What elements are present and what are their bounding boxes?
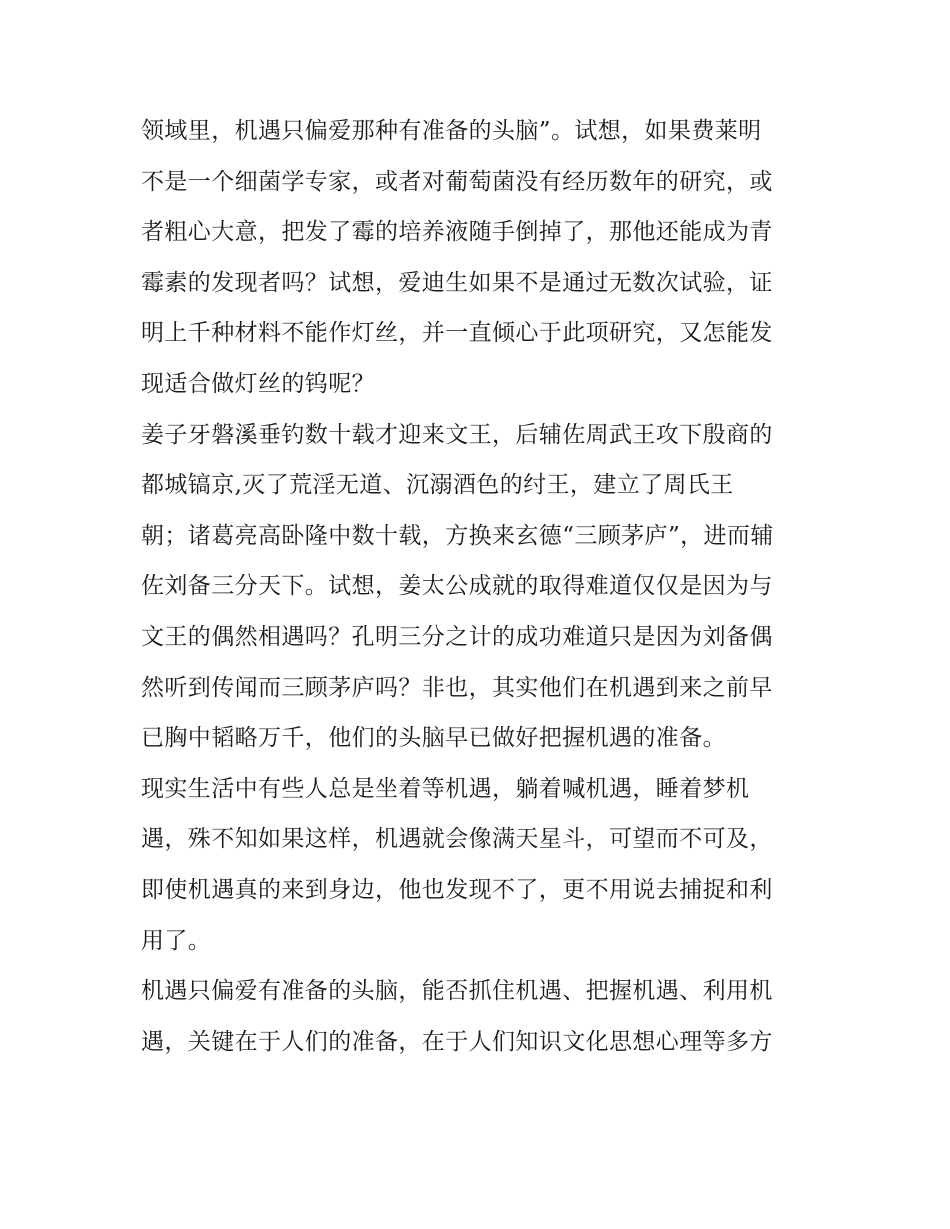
text-line: 不是一个细菌学专家，或者对葡萄菌没有经历数年的研究，或 — [141, 168, 773, 195]
text-line: 遇，殊不知如果这样，机遇就会像满天星斗，可望而不可及， — [141, 826, 773, 853]
text-line: 都城镐京,灭了荒淫无道、沉溺酒色的纣王，建立了周氏王 — [141, 472, 734, 499]
text-line: 遇，关键在于人们的准备，在于人们知识文化思想心理等多方 — [141, 1028, 773, 1055]
text-line: 文王的偶然相遇吗？孔明三分之计的成功难道只是因为刘备偶 — [141, 623, 773, 650]
text-line: 现实生活中有些人总是坐着等机遇，躺着喊机遇，睡着梦机 — [141, 775, 750, 802]
text-line: 用了。 — [141, 927, 212, 954]
text-line: 姜子牙磐溪垂钓数十载才迎来文王，后辅佐周武王攻下殷商的 — [141, 421, 773, 448]
text-line: 已胸中韬略万千，他们的头脑早已做好把握机遇的准备。 — [141, 725, 726, 752]
essay-text — [141, 106, 841, 1067]
text-line: 明上千种材料不能作灯丝，并一直倾心于此项研究，又怎能发 — [141, 320, 773, 347]
text-line: 即使机遇真的来到身边，他也发现不了，更不用说去捕捉和利 — [141, 876, 773, 903]
text-line: 者粗心大意，把发了霉的培养液随手倒掉了，那他还能成为青 — [141, 219, 773, 246]
text-line: 然听到传闻而三顾茅庐吗？非也，其实他们在机遇到来之前早 — [141, 674, 773, 701]
text-line: 领域里，机遇只偏爱那种有准备的头脑”。试想，如果费莱明 — [141, 118, 762, 144]
text-line: 现适合做灯丝的钨呢？ — [141, 370, 375, 397]
text-line: 佐刘备三分天下。试想，姜太公成就的取得难道仅仅是因为与 — [141, 573, 773, 600]
text-line: 霉素的发现者吗？试想，爱迪生如果不是通过无数次试验，证 — [141, 269, 773, 296]
text-line: 朝；诸葛亮高卧隆中数十载，方换来玄德“三顾茅庐”，进而辅 — [141, 522, 774, 549]
text-line: 机遇只偏爱有准备的头脑，能否抓住机遇、把握机遇、利用机 — [141, 978, 773, 1005]
